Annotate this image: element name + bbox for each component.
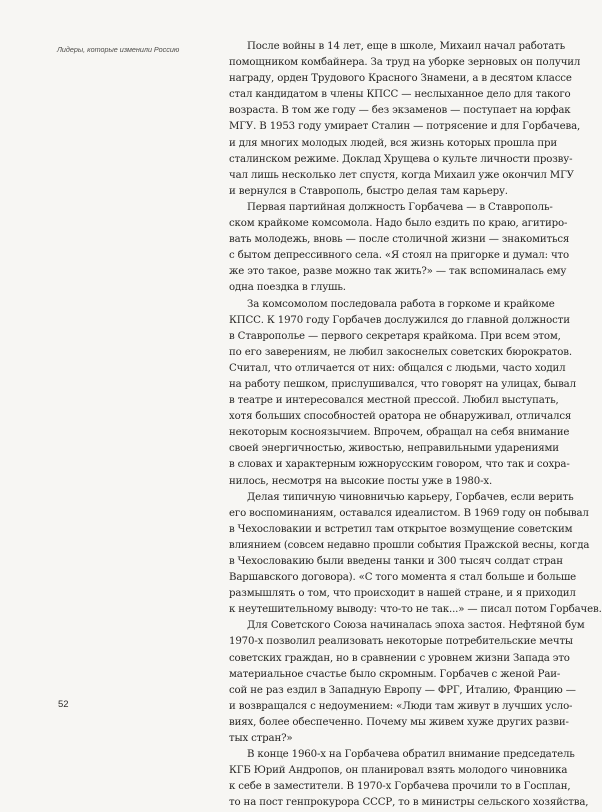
text-line: материальное счастье было скромным. Горбачев с женой Раи- xyxy=(229,668,561,680)
text-line: Первая партийная должность Горбачева — в Ставрополь- xyxy=(247,201,553,213)
text-line: чал лишь несколько лет спустя, когда Михаил уже окончил МГУ xyxy=(229,169,574,181)
text-line: и вернулся в Ставрополь, быстро делая там карьеру. xyxy=(229,185,508,197)
text-line: тых стран?» xyxy=(229,733,293,745)
text-line: возраста. В том же году — без экзаменов — поступает на юрфак xyxy=(229,105,571,117)
text-line: вать молодежь, вновь — после столичной жизни — знакомиться xyxy=(229,234,570,246)
text-line: с бытом депрессивного села. «Я стоял на пригорке и думал: что xyxy=(229,250,570,262)
text-line: КГБ Юрий Андропов, он планировал взять молодого чиновника xyxy=(229,765,568,777)
text-line: виях, более обеспеченно. Почему мы живем хуже других разви- xyxy=(229,716,569,728)
text-line: советских граждан, но в сравнении с уровнем жизни Запада это xyxy=(229,652,570,664)
text-line: Делая типичную чиновничью карьеру, Горбачев, если верить xyxy=(247,491,574,503)
text-line: нилось, несмотря на высокие посты уже в 1980-х. xyxy=(229,475,493,487)
text-line: и для многих молодых людей, вся жизнь которых прошла при xyxy=(229,137,558,149)
running-title: Лидеры, которые изменили Россию xyxy=(57,45,180,54)
text-line: хотя больших способностей оратора не обнаруживал, отличался xyxy=(229,411,572,423)
text-line: влиянием (совсем недавно прошли события Пражской весны, когда xyxy=(229,539,590,551)
text-line: После войны в 14 лет, еще в школе, Михаил начал работать xyxy=(247,41,566,52)
text-line: в театре и интересовался местной прессой. Любил выступать, xyxy=(229,395,559,407)
text-line: на работу пешком, прислушивался, что говорят на улицах, бывал xyxy=(229,378,576,390)
text-line: Для Советского Союза начиналась эпоха застоя. Нефтяной бум xyxy=(247,620,585,632)
text-line: одна поездка в глушь. xyxy=(229,282,346,294)
text-line: За комсомолом последовала работа в горкоме и крайкоме xyxy=(247,298,555,310)
text-line: Варшавского договора). «С того момента я стал больше и больше xyxy=(229,572,577,584)
body-text xyxy=(229,39,602,809)
text-line: помощником комбайнера. За труд на уборке зерновых он получил xyxy=(229,57,581,69)
text-line: награду, орден Трудового Красного Знамени, а в десятом классе xyxy=(229,73,572,85)
text-line: то на пост генпрокурора СССР, то в министры сельского хозяйства, xyxy=(229,797,589,809)
text-line: сой не раз ездил в Западную Европу — ФРГ, Италию, Францию — xyxy=(229,684,576,696)
text-line: по его заверениям, не любил закоснелых советских бюрократов. xyxy=(229,346,572,358)
text-line: в Чехословакию были введены танки и 300 тысяч солдат стран xyxy=(229,556,563,567)
text-line: в Чехословакии и встретил там открытое возмущение советским xyxy=(229,523,573,535)
text-line: же это такое, разве можно так жить?» — так вспоминалась ему xyxy=(229,266,567,278)
text-line: к неутешительному выводу: что-то не так...» — писал потом Горбачев. xyxy=(229,604,602,616)
text-line: сталинском режиме. Доклад Хрущева о культе личности прозву- xyxy=(229,153,573,165)
text-line: размышлять о том, что происходит в нашей стране, и я приходил xyxy=(229,588,576,600)
text-line: и возвращался с недоумением: «Люди там живут в лучших усло- xyxy=(229,700,573,712)
text-line: 1970-х позволил реализовать некоторые потребительские мечты xyxy=(229,636,573,648)
text-line: в словах и характерным южнорусским говором, что так и сохра- xyxy=(229,459,570,471)
text-line: своей энергичностью, живостью, неправильными ударениями xyxy=(229,443,559,455)
text-line: В конце 1960-х на Горбачева обратил внимание председатель xyxy=(247,749,575,761)
text-line: некоторым косноязычием. Впрочем, обращал на себя внимание xyxy=(229,427,570,439)
page-number: 52 xyxy=(58,699,69,710)
text-line: КПСС. К 1970 году Горбачев дослужился до главной должности xyxy=(229,314,570,326)
text-line: ском крайкоме комсомола. Надо было ездить по краю, агитиро- xyxy=(229,218,568,230)
text-line: стал кандидатом в члены КПСС — неслыханное дело для такого xyxy=(229,89,571,101)
text-line: к себе в заместители. В 1970-х Горбачева прочили то в Госплан, xyxy=(229,781,571,793)
text-line: Считал, что отличается от них: общался с людьми, часто ходил xyxy=(229,362,566,374)
text-line: МГУ. В 1953 году умирает Сталин — потрясение и для Горбачева, xyxy=(229,121,581,133)
text-line: в Ставрополье — первого секретаря крайкома. При всем этом, xyxy=(229,330,561,342)
text-line: его воспоминаниям, оставался идеалистом. В 1969 году он побывал xyxy=(229,507,589,519)
